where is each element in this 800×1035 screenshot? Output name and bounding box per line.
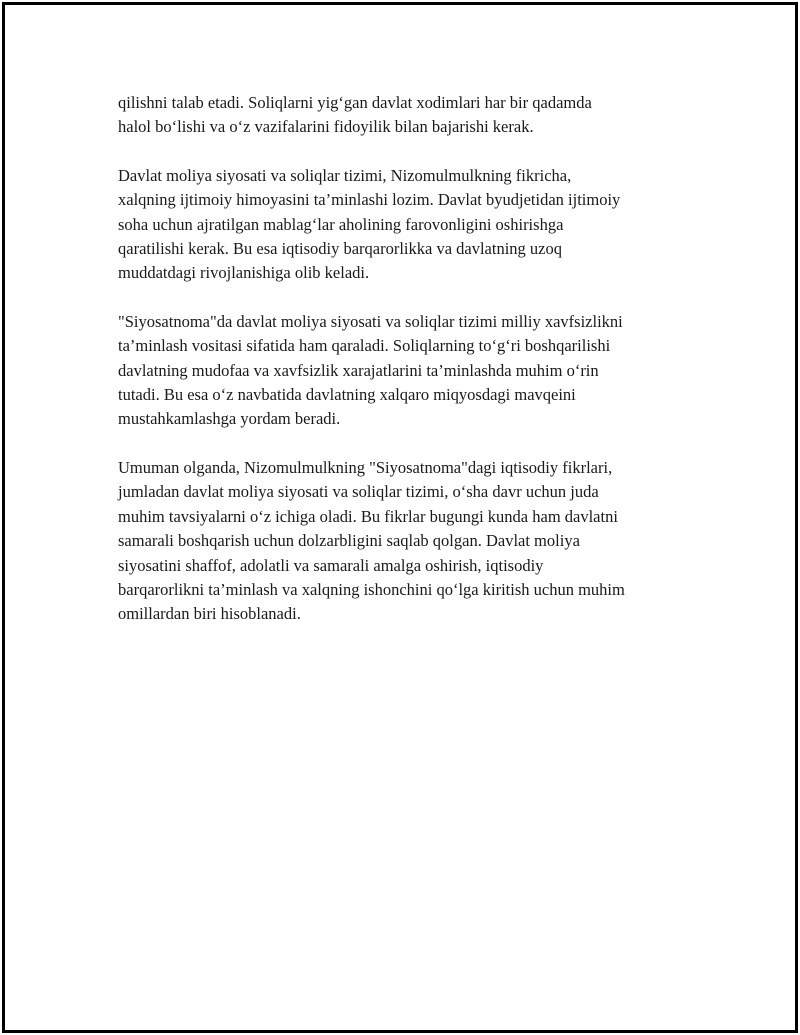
paragraph-3: "Siyosatnoma"da davlat moliya siyosati va soliqlar tizimi milliy xavfsizlikni ta’minlash vositasi sifatida ham qaraladi. Soliqlarning to‘g‘ri boshqarilishi davlatning mudofaa va xavfsizlik xarajatlarini ta’minlashda muhim o‘rin tutadi. Bu esa o‘z navbatida davlatning xalqaro miqyosdagi mavqeini mustahkamlashga yordam beradi.: [118, 311, 623, 429]
paragraph-1: qilishni talab etadi. Soliqlarni yig‘gan davlat xodimlari har bir qadamda halol bo‘lishi va o‘z vazifalarini fidoyilik bilan bajarishi kerak.: [118, 93, 592, 137]
document-body: [118, 91, 693, 651]
paragraph-4: Umuman olganda, Nizomulmulkning "Siyosatnoma"dagi iqtisodiy fikrlari, jumladan davlat moliya siyosati va soliqlar tizimi, o‘sha davr uchun juda muhim tavsiyalarni o‘z ichiga oladi. Bu fikrlar bugungi kunda ham davlatni samarali boshqarish uchun dolzarbligini saqlab qolgan. Davlat moliya siyosatini shaffof, adolatli va samarali amalga oshirish, iqtisodiy barqarorlikni ta’minlash va xalqning ishonchini qo‘lga kiritish uchun muhim omillardan biri hisoblanadi.: [118, 457, 625, 624]
document-page: [2, 2, 798, 1033]
paragraph-2: Davlat moliya siyosati va soliqlar tizimi, Nizomulmulkning fikricha, xalqning ijtimoiy himoyasini ta’minlashi lozim. Davlat byudjetidan ijtimoiy soha uchun ajratilgan mablag‘lar aholining farovonligini oshirishga qaratilishi kerak. Bu esa iqtisodiy barqarorlikka va davlatning uzoq muddatdagi rivojlanishiga olib keladi.: [118, 165, 621, 283]
